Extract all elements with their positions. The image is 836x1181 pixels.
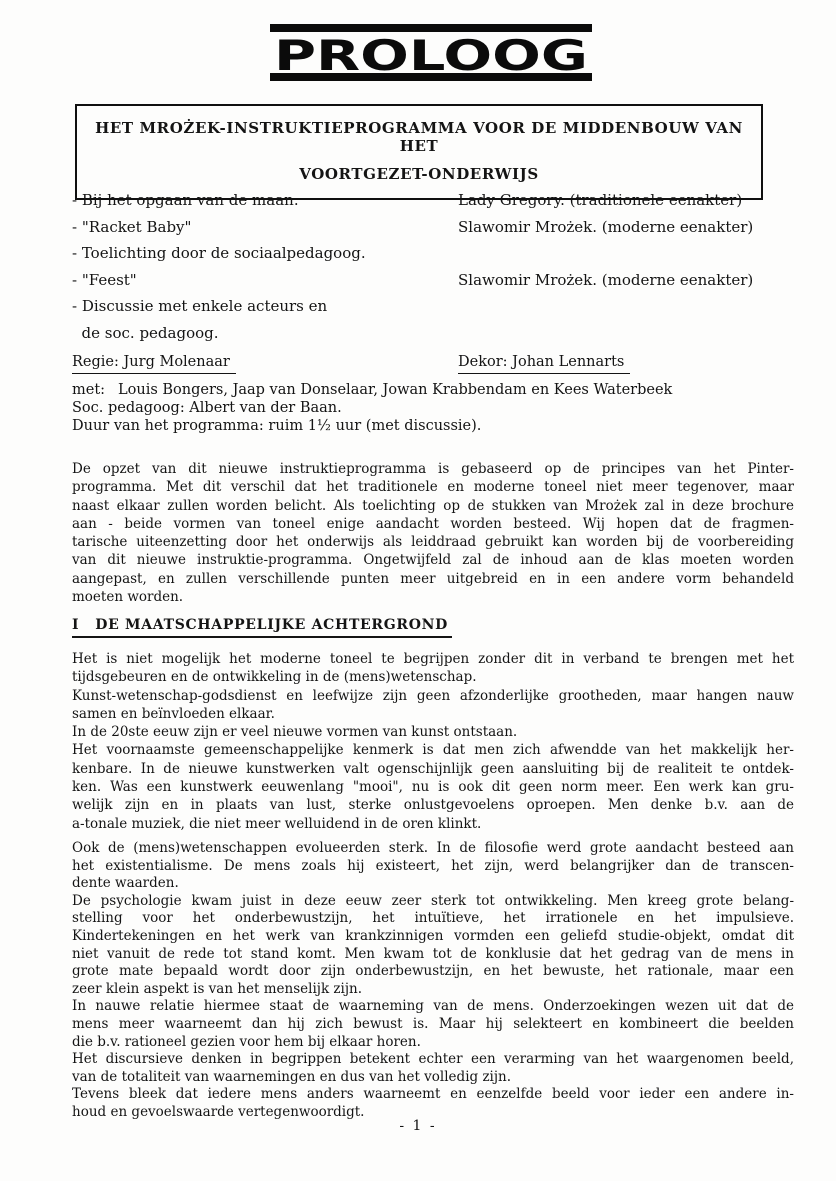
program-item: [72, 219, 796, 236]
program-item-title: - Toelichting door de sociaalpedagoog.: [72, 244, 366, 262]
paragraph-line: Het discursieve denken in begrippen betekent echter een verarming van het waargenomen beeld,: [72, 1051, 794, 1068]
page-number: - 1 -: [399, 1118, 437, 1134]
program-item-author: Slawomir Mrożek. (moderne eenakter): [458, 217, 754, 236]
paragraph-line: Ook de (mens)wetenschappen evolueerden sterk. In de filosofie werd grote aandacht besteed aan: [72, 840, 794, 856]
program-item: [72, 245, 796, 262]
paragraph-line: Het voornaamste gemeenschappelijke kenmerk is dat men zich afwendde van het makkelijk her-: [72, 742, 794, 759]
paragraph-line: Het is niet mogelijk het moderne toneel te begrijpen zonder dit in verband te brengen met het: [72, 651, 794, 667]
paragraph-line: Kindertekeningen en het werk van krankzinnigen vormden een geliefd studie-objekt, omdat dit: [72, 927, 794, 944]
duration-note: Duur van het programma: ruim 1½ uur (met discussie).: [72, 418, 482, 434]
paragraph-line: De psychologie kwam juist in deze eeuw zeer sterk tot ontwikkeling. Men kreeg grote belang-: [72, 892, 794, 909]
program-item: [72, 272, 796, 289]
program-item-title: - "Racket Baby": [72, 217, 192, 236]
paragraph-line: In de 20ste eeuw zijn er veel nieuwe vormen van kunst ontstaan.: [72, 724, 518, 741]
paragraph-line: houd en gevoelswaarde vertegenwoordigt.: [72, 1103, 365, 1120]
cast-names: Louis Bongers, Jaap van Donselaar, Jowan Krabbendam en Kees Waterbeek: [118, 382, 673, 398]
paragraph-line: moeten worden.: [72, 589, 184, 606]
program-item-author: [458, 325, 796, 342]
paragraph-line: aangepast, en zullen verschillende punten meer uitgebreid en in een andere vorm behandeld: [72, 570, 794, 587]
dekor-credit: [458, 353, 630, 374]
program-list: [72, 192, 796, 351]
intro-paragraph: [72, 460, 794, 606]
paragraph-line: kenbare. In de nieuwe kunstwerken valt ogenschijnlijk geen aansluiting bij de realiteit te ontdek-: [72, 760, 794, 777]
paragraph-line: niet vanuit de rede tot stand komt. Men kwam tot de konklusie dat het gedrag van de mens in: [72, 945, 794, 962]
proloog-logo-graphic: [270, 24, 592, 81]
paragraph-line: samen en beïnvloeden elkaar.: [72, 705, 275, 722]
dekor-credit-text: Dekor: Johan Lennarts: [458, 353, 630, 374]
proloog-logo: [270, 24, 592, 85]
program-item-title: de soc. pedagoog.: [72, 323, 219, 342]
program-item-title: - Bij het opgaan van de maan.: [72, 191, 299, 209]
soc-pedagoog-credit: Soc. pedagoog: Albert van der Baan.: [72, 400, 342, 416]
program-item-title: - Discussie met enkele acteurs en: [72, 297, 328, 315]
paragraph-line: ken. Was een kunstwerk eeuwenlang "mooi", nu is ook dit geen norm meer. Een werk kan gru-: [72, 779, 794, 796]
paragraph-line: In nauwe relatie hiermee staat de waarneming van de mens. Onderzoekingen wezen uit dat de: [72, 998, 794, 1015]
paragraph-line: mens meer waarneemt dan hij zich bewust is. Maar hij selekteert en kombineert die beelden: [72, 1015, 794, 1032]
program-item-title: - "Feest": [72, 270, 137, 289]
credits-block: [72, 353, 796, 435]
program-item-author: Lady Gregory. (traditionele eenakter): [458, 191, 743, 209]
paragraph-line: van de totaliteit van waarnemingen en dus van het volledig zijn.: [72, 1068, 512, 1085]
cast-label: met:: [72, 382, 106, 398]
paragraph-line: a-tonale muziek, die niet meer welluidend in de oren klinkt.: [72, 815, 482, 832]
document-title-line1: HET MROŻEK-INSTRUKTIEPROGRAMMA VOOR DE MIDDENBOUW VAN HET: [95, 119, 743, 155]
regie-credit: [72, 353, 458, 374]
director-designer-row: [72, 353, 796, 374]
document-title-line2: VOORTGEZET-ONDERWIJS: [299, 165, 539, 183]
paragraph-line: dente waarden.: [72, 875, 179, 892]
section1-paragraph-a: [72, 650, 794, 833]
section-heading-underline: [72, 617, 452, 638]
paragraph-line: naast elkaar zullen worden belicht. Als toelichting op de stukken van Mrożek zal in deze brochure: [72, 497, 794, 514]
section-heading: [72, 617, 452, 638]
paragraph-line: van dit nieuwe instruktie-programma. Ongetwijfeld zal de inhoud aan de klas moeten worden: [72, 552, 794, 569]
paragraph-line: die b.v. rationeel gezien voor hem bij elkaar horen.: [72, 1033, 421, 1050]
paragraph-line: zeer klein aspekt is van het menselijk zijn.: [72, 980, 363, 997]
program-item-author: Slawomir Mrożek. (moderne eenakter): [458, 270, 754, 289]
cast-row: [72, 382, 796, 399]
paragraph-line: welijk zijn en in plaats van lust, sterke onlustgevoelens oproepen. Men denke b.v. aan de: [72, 797, 794, 814]
paragraph-line: Kunst-wetenschap-godsdienst en leefwijze zijn geen afzonderlijke grootheden, maar hangen nauw: [72, 687, 794, 704]
section1-paragraph-b: [72, 840, 794, 1122]
program-item-author: [458, 298, 796, 315]
title-box: [75, 104, 763, 200]
paragraph-line: De opzet van dit nieuwe instruktieprogramma is gebaseerd op de principes van het Pinter-: [72, 461, 794, 477]
logo-wordmark: PROLOOG: [274, 31, 588, 80]
paragraph-line: het existentialisme. De mens zoals hij existeert, het zijn, werd belangrijker dan de transcen-: [72, 857, 794, 874]
paragraph-line: tarische uiteenzetting door het onderwijs als leiddraad gebruikt kan worden bij de voorbereiding: [72, 534, 794, 551]
paragraph-line: grote mate bepaald wordt door zijn onderbewustzijn, en het bewuste, het rationale, maar een: [72, 963, 794, 980]
regie-credit-text: Regie: Jurg Molenaar: [72, 353, 236, 374]
section-heading-text: DE MAATSCHAPPELIJKE ACHTERGROND: [95, 617, 448, 633]
program-item: [72, 192, 796, 209]
section-numeral: I: [72, 617, 80, 633]
paragraph-line: Tevens bleek dat iedere mens anders waarneemt en eenzelfde beeld voor ieder een andere in-: [72, 1086, 794, 1103]
paragraph-line: tijdsgebeuren en de ontwikkeling in de (mens)wetenschap.: [72, 669, 477, 686]
program-item: [72, 298, 796, 315]
program-item: [72, 325, 796, 342]
program-item-author: [458, 245, 796, 262]
paragraph-line: stelling voor het onderbewustzijn, het intuïtieve, het irrationele en het impulsieve.: [72, 910, 794, 927]
paragraph-line: programma. Met dit verschil dat het traditionele en moderne toneel niet meer tegenover, maar: [72, 479, 794, 496]
paragraph-line: aan - beide vormen van toneel enige aandacht worden besteed. Wij hopen dat de fragmen-: [72, 515, 794, 532]
